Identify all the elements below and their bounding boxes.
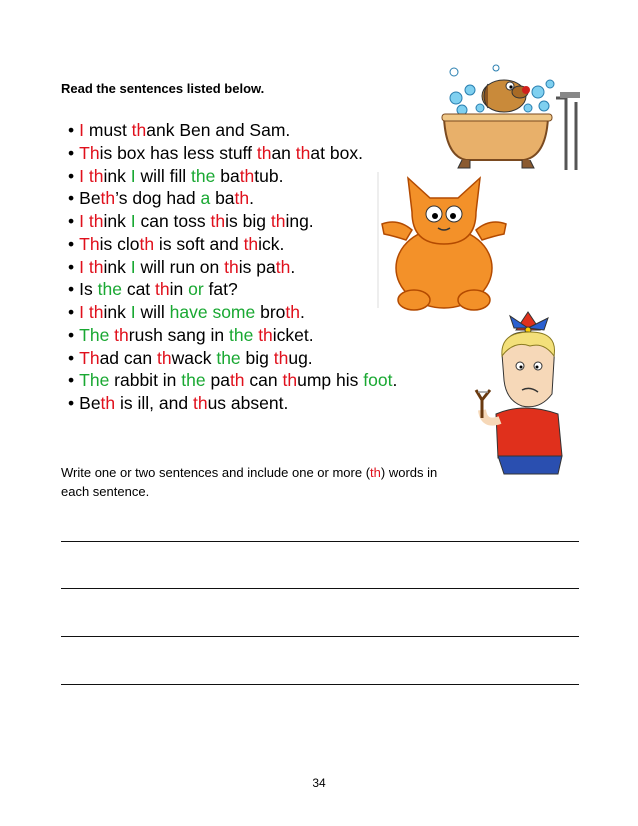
sight-word: the xyxy=(216,347,241,368)
dog-bathtub-illustration xyxy=(440,62,588,172)
slingshot xyxy=(476,390,490,418)
sentence-text: bro xyxy=(255,302,286,322)
th-highlight: I xyxy=(79,165,85,186)
sight-word: a xyxy=(200,188,211,209)
th-highlight: I xyxy=(79,302,85,322)
sentence-text: can xyxy=(244,370,283,391)
sentence-text: ink xyxy=(103,165,131,186)
sentence-item xyxy=(68,165,397,188)
sentence-text: is big xyxy=(225,211,271,231)
sentence-item xyxy=(68,369,397,392)
th-highlight: th xyxy=(243,233,259,254)
sentence-text: wack xyxy=(171,347,217,368)
sentence-item xyxy=(68,119,397,142)
th-highlight: th xyxy=(88,211,104,231)
sentence-text: us absent. xyxy=(207,393,289,413)
th-highlight: th xyxy=(139,233,155,254)
sentence-item xyxy=(68,142,397,165)
sentence-text: at box. xyxy=(310,142,363,163)
th-highlight: th xyxy=(285,302,301,322)
sight-word: I xyxy=(130,302,136,322)
sentence-text: . xyxy=(392,370,398,391)
prompt-text-before: Write one or two sentences and include one or more ( xyxy=(61,465,371,480)
sentence-text: ank Ben and Sam. xyxy=(146,120,291,140)
sentence-text: Is xyxy=(79,279,98,300)
sentence-text: Be xyxy=(79,188,101,209)
th-highlight: th xyxy=(229,370,245,391)
sentence-text: is pa xyxy=(238,256,276,277)
th-highlight: th xyxy=(192,393,208,413)
sentence-item xyxy=(68,392,397,415)
answer-line-1[interactable] xyxy=(61,541,579,542)
sentence-text: rush sang in xyxy=(128,324,229,345)
sentence-text: ink xyxy=(103,256,131,277)
answer-line-4[interactable] xyxy=(61,684,579,685)
sentence-text: ug. xyxy=(288,347,313,368)
th-highlight: th xyxy=(239,165,255,186)
sight-word: the xyxy=(97,279,122,300)
sentence-text: will xyxy=(135,302,170,322)
th-highlight: th xyxy=(100,188,116,209)
sight-word: I xyxy=(130,256,136,277)
th-highlight: Th xyxy=(79,233,100,254)
sentence-text: ba xyxy=(210,188,235,209)
th-highlight: th xyxy=(155,279,170,300)
sentence-text: in xyxy=(169,279,189,300)
th-highlight: th xyxy=(234,188,250,209)
sentence-text: . xyxy=(249,188,255,209)
th-highlight: I xyxy=(79,120,85,140)
th-highlight: th xyxy=(114,324,129,345)
sentence-item xyxy=(68,210,397,233)
sight-word: the xyxy=(191,165,216,186)
sentence-text: is clo xyxy=(99,233,140,254)
sentence-text: . xyxy=(290,256,296,277)
sentence-text: ing. xyxy=(285,211,314,231)
sight-word: the xyxy=(181,370,206,391)
sentence-text: is ill, and xyxy=(115,393,193,413)
sentence-item xyxy=(68,347,397,370)
sight-word: I xyxy=(130,211,136,231)
sentence-text: an xyxy=(271,142,296,163)
th-highlight: th xyxy=(224,256,239,277)
writing-prompt xyxy=(61,463,461,501)
th-highlight: th xyxy=(256,142,272,163)
sentence-text: is box has less stuff xyxy=(99,142,257,163)
sentence-item xyxy=(68,187,397,210)
propeller-cap xyxy=(510,312,548,333)
sight-word: the xyxy=(228,324,254,345)
sentence-text: cat xyxy=(121,279,156,300)
sentence-text: Be xyxy=(79,393,101,413)
th-highlight: th xyxy=(210,211,226,231)
th-highlight: th xyxy=(282,370,298,391)
th-highlight: I xyxy=(79,256,85,277)
sentence-text: icket. xyxy=(272,324,314,345)
sentence-item xyxy=(68,256,397,279)
instruction-heading: Read the sentences listed below. xyxy=(61,81,265,96)
th-highlight: th xyxy=(88,302,104,322)
th-highlight: Th xyxy=(79,347,100,368)
sentence-item xyxy=(68,278,397,301)
th-highlight: th xyxy=(275,256,291,277)
sentence-text: rabbit in xyxy=(109,370,182,391)
sentence-text: pa xyxy=(205,370,230,391)
sentence-text: ba xyxy=(215,165,240,186)
th-highlight: th xyxy=(88,165,104,186)
prompt-highlight-th: th xyxy=(370,465,381,480)
sentence-text: ick. xyxy=(258,233,285,254)
sight-word: I xyxy=(130,165,136,186)
sentence-text: ad can xyxy=(99,347,157,368)
sentence-text: . xyxy=(300,302,305,322)
sentence-text: ’s dog had xyxy=(115,188,201,209)
sentence-text: must xyxy=(84,120,132,140)
orange-cat-illustration xyxy=(372,172,517,314)
page-number: 34 xyxy=(312,776,326,790)
answer-line-3[interactable] xyxy=(61,636,579,637)
sentence-item xyxy=(68,324,397,347)
sentence-text: ump his xyxy=(297,370,364,391)
answer-line-2[interactable] xyxy=(61,588,579,589)
sight-word: foot xyxy=(363,370,393,391)
sentence-text: will run on xyxy=(135,256,225,277)
sight-word: The xyxy=(79,324,110,345)
th-highlight: th xyxy=(295,142,311,163)
sentence-item xyxy=(68,233,397,256)
th-highlight: I xyxy=(79,211,85,231)
th-highlight: th xyxy=(156,347,172,368)
dog xyxy=(482,80,530,112)
sentence-text: ink xyxy=(103,211,131,231)
sight-word: The xyxy=(79,370,110,391)
sight-word: have some xyxy=(169,302,256,322)
sentence-text: can toss xyxy=(135,211,211,231)
sentence-text: ink xyxy=(103,302,131,322)
faucet xyxy=(556,98,576,170)
sentence-text: tub. xyxy=(254,165,284,186)
sentence-text: is soft and xyxy=(154,233,244,254)
prompt-text-after: ) words in each sentence. xyxy=(61,465,438,499)
sentence-text: will fill xyxy=(135,165,192,186)
th-highlight: Th xyxy=(79,142,100,163)
sentence-text: big xyxy=(240,347,274,368)
th-highlight: th xyxy=(100,393,116,413)
th-highlight: th xyxy=(270,211,286,231)
th-highlight: th xyxy=(88,256,104,277)
sight-word: or xyxy=(188,279,204,300)
th-highlight: th xyxy=(273,347,289,368)
boy-slingshot-illustration xyxy=(474,310,578,480)
th-highlight: th xyxy=(258,324,273,345)
th-highlight: th xyxy=(131,120,147,140)
sentence-list xyxy=(68,119,397,415)
sentence-text: fat? xyxy=(203,279,238,300)
sentence-item xyxy=(68,301,397,324)
